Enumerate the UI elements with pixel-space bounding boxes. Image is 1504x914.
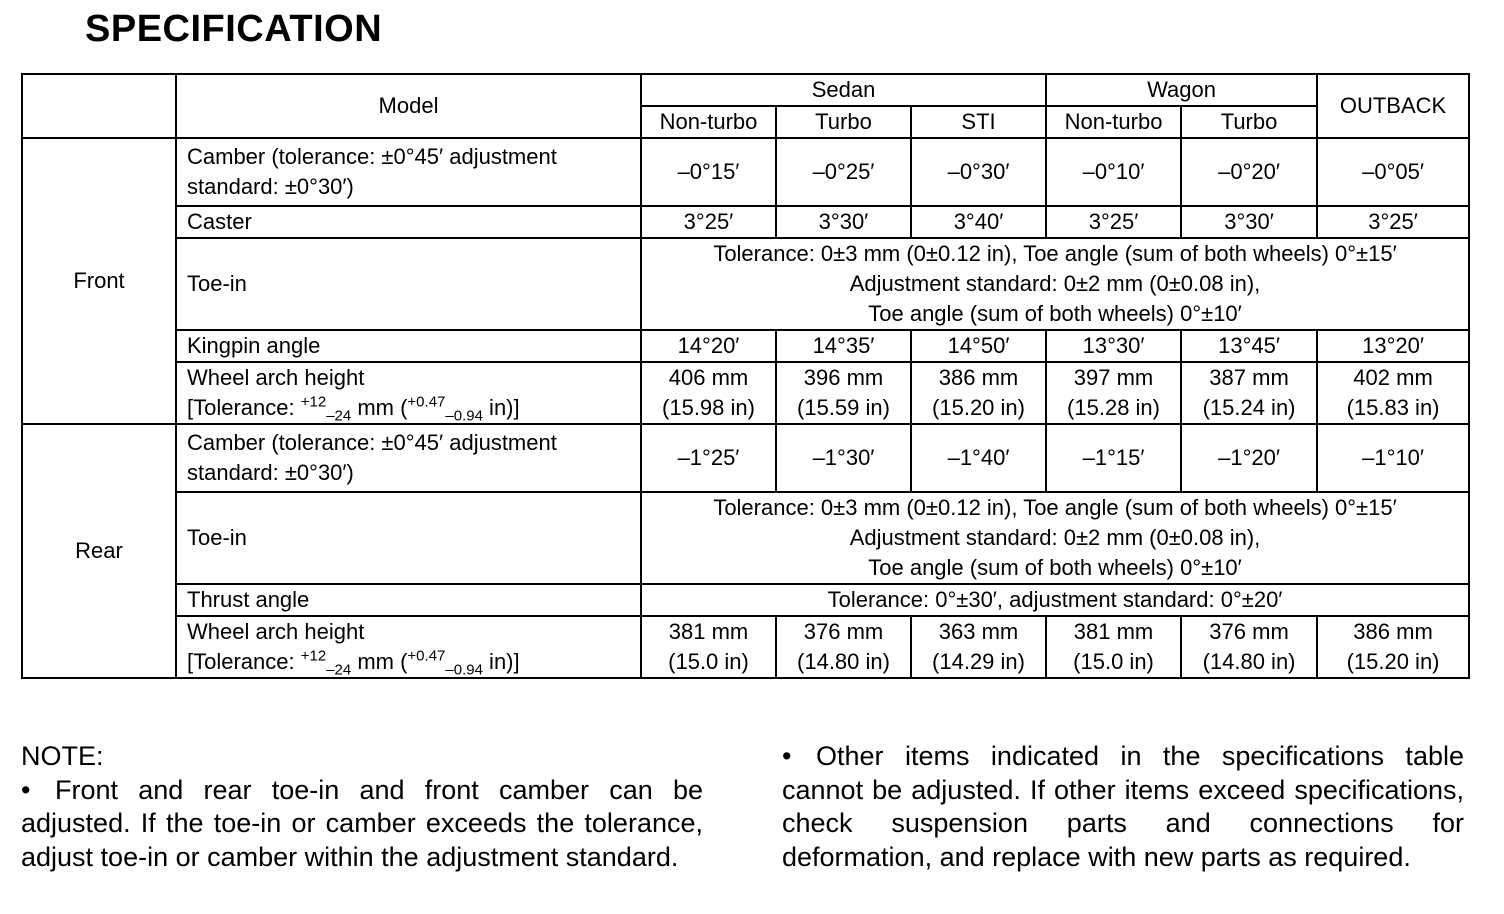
header-row bbox=[22, 74, 1469, 106]
table-row bbox=[22, 206, 1469, 238]
toe-in-spec-cell bbox=[641, 492, 1469, 584]
value-cell: –1°20′ bbox=[1181, 424, 1317, 492]
value-cell: 3°25′ bbox=[641, 206, 776, 238]
bullet-icon: • bbox=[782, 741, 792, 771]
spec-line: Toe angle (sum of both wheels) 0°±10′ bbox=[868, 301, 1242, 326]
value-cell: –0°15′ bbox=[641, 138, 776, 206]
value-cell: 13°45′ bbox=[1181, 330, 1317, 362]
value-cell: 14°35′ bbox=[776, 330, 911, 362]
subheader-cell: Non-turbo bbox=[641, 106, 776, 138]
tolerance-line: [Tolerance: $^{+12}_{-24}$ mm ($^{+0.47}_{-0.94}$ in)] bbox=[187, 393, 520, 425]
notes-right-column bbox=[782, 740, 1464, 874]
value-cell: –1°40′ bbox=[911, 424, 1046, 492]
outback-header: OUTBACK bbox=[1317, 74, 1469, 138]
value-cell: 381 mm (15.0 in) bbox=[641, 616, 776, 678]
table-row bbox=[22, 138, 1469, 206]
value-cell: –0°10′ bbox=[1046, 138, 1181, 206]
spec-line: Toe angle (sum of both wheels) 0°±10′ bbox=[868, 555, 1242, 580]
value-cell: 3°40′ bbox=[911, 206, 1046, 238]
row-label: Caster bbox=[176, 206, 641, 238]
value-cell: –0°30′ bbox=[911, 138, 1046, 206]
note-heading: NOTE: bbox=[21, 741, 104, 771]
model-header: Model bbox=[176, 74, 641, 138]
row-label: Camber (tolerance: ±0°45′ adjustment standard: ±0°30′) bbox=[176, 138, 641, 206]
table-row bbox=[22, 330, 1469, 362]
value-cell: 13°20′ bbox=[1317, 330, 1469, 362]
row-label: Toe-in bbox=[176, 238, 641, 330]
subheader-cell: Turbo bbox=[1181, 106, 1317, 138]
notes-left-column bbox=[21, 740, 703, 874]
value-cell: 406 mm (15.98 in) bbox=[641, 362, 776, 424]
specification-table bbox=[21, 73, 1470, 679]
table-row bbox=[22, 424, 1469, 492]
value-cell: –0°20′ bbox=[1181, 138, 1317, 206]
value-cell: –0°25′ bbox=[776, 138, 911, 206]
value-cell: –1°15′ bbox=[1046, 424, 1181, 492]
toe-in-spec-cell bbox=[641, 238, 1469, 330]
header-blank-cell bbox=[22, 74, 176, 138]
row-label: Toe-in bbox=[176, 492, 641, 584]
value-cell: 3°30′ bbox=[776, 206, 911, 238]
table-row bbox=[22, 584, 1469, 616]
tolerance-line: [Tolerance: $^{+12}_{-24}$ mm ($^{+0.47}_{-0.94}$ in)] bbox=[187, 647, 520, 679]
subheader-cell: Non-turbo bbox=[1046, 106, 1181, 138]
sedan-header: Sedan bbox=[641, 74, 1046, 106]
page-title: SPECIFICATION bbox=[85, 8, 383, 50]
spec-line: Adjustment standard: 0±2 mm (0±0.08 in), bbox=[849, 525, 1261, 550]
value-cell: –0°05′ bbox=[1317, 138, 1469, 206]
value-cell: 3°30′ bbox=[1181, 206, 1317, 238]
rear-section-label: Rear bbox=[22, 424, 176, 678]
subheader-cell: STI bbox=[911, 106, 1046, 138]
value-cell: 381 mm (15.0 in) bbox=[1046, 616, 1181, 678]
table-row bbox=[22, 362, 1469, 424]
value-cell: 386 mm (15.20 in) bbox=[1317, 616, 1469, 678]
wagon-header: Wagon bbox=[1046, 74, 1317, 106]
thrust-spec-cell: Tolerance: 0°±30′, adjustment standard: 0°±20′ bbox=[641, 584, 1469, 616]
value-cell: 3°25′ bbox=[1317, 206, 1469, 238]
row-label: Kingpin angle bbox=[176, 330, 641, 362]
table-row bbox=[22, 492, 1469, 584]
table-row bbox=[22, 616, 1469, 678]
row-label: Camber (tolerance: ±0°45′ adjustment standard: ±0°30′) bbox=[176, 424, 641, 492]
value-cell: –1°10′ bbox=[1317, 424, 1469, 492]
value-cell: 14°20′ bbox=[641, 330, 776, 362]
value-cell: 363 mm (14.29 in) bbox=[911, 616, 1046, 678]
value-cell: 376 mm (14.80 in) bbox=[1181, 616, 1317, 678]
value-cell: 387 mm (15.24 in) bbox=[1181, 362, 1317, 424]
value-cell: 3°25′ bbox=[1046, 206, 1181, 238]
value-cell: 402 mm (15.83 in) bbox=[1317, 362, 1469, 424]
value-cell: 13°30′ bbox=[1046, 330, 1181, 362]
value-cell: 397 mm (15.28 in) bbox=[1046, 362, 1181, 424]
row-label: Wheel arch height [Tolerance: $^{+12}_{-24}$ mm ($^{+0.47}_{-0.94}$ in)] bbox=[176, 362, 641, 424]
row-label: Thrust angle bbox=[176, 584, 641, 616]
subheader-cell: Turbo bbox=[776, 106, 911, 138]
note-item: • Front and rear toe-in and front camber can be adjusted. If the toe-in or camber exceeds the tolerance, adjust toe-in or camber within the adjustment standard. bbox=[21, 774, 703, 872]
value-cell: 376 mm (14.80 in) bbox=[776, 616, 911, 678]
value-cell: 386 mm (15.20 in) bbox=[911, 362, 1046, 424]
value-cell: –1°30′ bbox=[776, 424, 911, 492]
spec-line: Tolerance: 0±3 mm (0±0.12 in), Toe angle (sum of both wheels) 0°±15′ bbox=[713, 495, 1397, 520]
bullet-icon: • bbox=[21, 774, 31, 805]
value-cell: –1°25′ bbox=[641, 424, 776, 492]
spec-line: Adjustment standard: 0±2 mm (0±0.08 in), bbox=[849, 271, 1261, 296]
front-section-label: Front bbox=[22, 138, 176, 424]
table-row bbox=[22, 238, 1469, 330]
spec-line: Tolerance: 0±3 mm (0±0.12 in), Toe angle (sum of both wheels) 0°±15′ bbox=[713, 241, 1397, 266]
row-label: Wheel arch height [Tolerance: $^{+12}_{-24}$ mm ($^{+0.47}_{-0.94}$ in)] bbox=[176, 616, 641, 678]
note-item: • Other items indicated in the specifications table cannot be adjusted. If other items exceed specifications, check suspension parts and connections for deformation, and replace with new parts as required. bbox=[782, 741, 1464, 872]
value-cell: 14°50′ bbox=[911, 330, 1046, 362]
value-cell: 396 mm (15.59 in) bbox=[776, 362, 911, 424]
